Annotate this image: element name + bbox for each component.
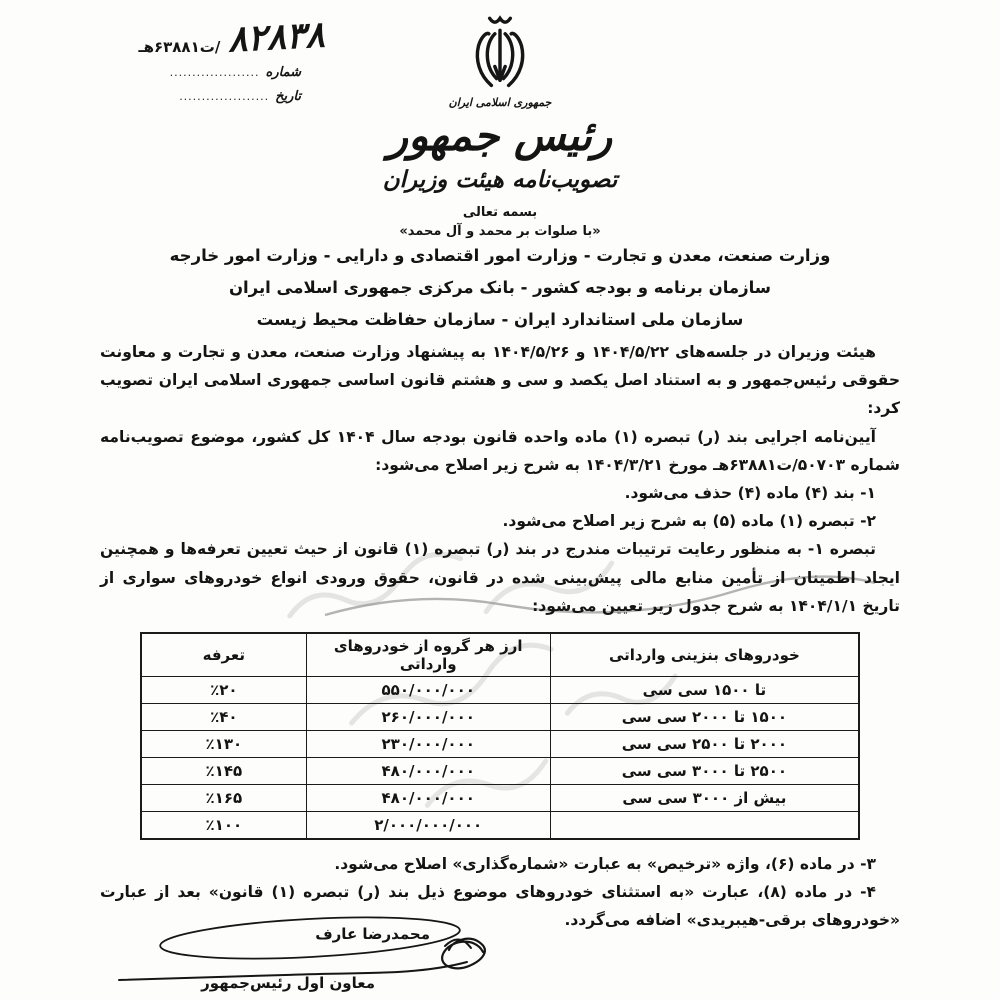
signer-title: معاون اول رئیس‌جمهور — [201, 974, 375, 992]
table-row — [141, 785, 859, 812]
cell-currency-value: ۴۸۰/۰۰۰/۰۰۰ — [306, 758, 550, 785]
table-row — [141, 731, 859, 758]
table-row — [141, 677, 859, 704]
cell-tariff: ٪۴۰ — [141, 704, 306, 731]
office-title-calligraphy: رئیس جمهور — [387, 111, 613, 160]
recipients-line-1: وزارت صنعت، معدن و تجارت - وزارت امور اقتصادی و دارایی - وزارت امور خارجه — [169, 246, 831, 265]
cell-category: بیش از ۳۰۰۰ سی سی — [550, 785, 859, 812]
number-dotted-line: .................... — [169, 66, 260, 79]
cell-category — [550, 812, 859, 839]
table-header-row — [141, 633, 859, 677]
paragraph-preamble: هیئت وزیران در جلسه‌های ۱۴۰۴/۵/۲۲ و ۱۴۰۴/۵/۲۶ به پیشنهاد وزارت صنعت، معدن و تجارت و معاونت حقوقی رئیس‌جمهور و به استناد اصل یکصد و سی و هشتم قانون اساسی جمهوری اسلامی ایران تصویب کرد: — [100, 343, 900, 418]
letterhead — [0, 8, 1000, 239]
printed-reference-suffix: /ت۶۳۸۸۱هـ — [138, 38, 221, 56]
cell-category: ۲۵۰۰ تا ۳۰۰۰ سی سی — [550, 758, 859, 785]
cell-currency-value: ۲/۰۰۰/۰۰۰/۰۰۰ — [306, 812, 550, 839]
recipients-line-3: سازمان ملی استاندارد ایران - سازمان حفاظت محیط زیست — [256, 310, 744, 330]
table-row — [141, 812, 859, 839]
cell-category: تا ۱۵۰۰ سی سی — [550, 677, 859, 704]
cell-category: ۲۰۰۰ تا ۲۵۰۰ سی سی — [550, 731, 859, 758]
cell-tariff: ٪۱۰۰ — [141, 812, 306, 839]
amendment-item-1: ۱- بند (۴) ماده (۴) حذف می‌شود. — [624, 484, 876, 503]
bismillah-line: بسمه تعالی — [462, 205, 538, 221]
cell-tariff: ٪۲۰ — [141, 677, 306, 704]
tariff-table-head — [141, 633, 859, 677]
cell-currency-value: ۲۳۰/۰۰۰/۰۰۰ — [306, 731, 550, 758]
table-row — [141, 704, 859, 731]
cell-currency-value: ۲۶۰/۰۰۰/۰۰۰ — [306, 704, 550, 731]
amendment-item-4: ۴- در ماده (۸)، عبارت «به استثنای خودروهای موضوع ذیل بند (ر) تبصره (۱) قانون» بعد از عبارت «خودروهای برقی-هیبریدی» اضافه می‌گردد. — [100, 882, 900, 929]
signature-block — [115, 916, 515, 1000]
paragraph-amendment-intro: آیین‌نامه اجرایی بند (ر) تبصره (۱) ماده واحده قانون بودجه سال ۱۴۰۴ کل کشور، موضوع تصویب‌نامه شماره ۵۰۷۰۳/ت۶۳۸۸۱هـ مورخ ۱۴۰۴/۳/۲۱ به شرح زیر اصلاح می‌شود: — [100, 427, 900, 474]
date-label: تاریخ — [275, 89, 301, 104]
amendment-item-3: ۳- در ماده (۶)، واژه «ترخیص» به عبارت «شماره‌گذاری» اصلاح می‌شود. — [334, 854, 876, 873]
cell-tariff: ٪۱۶۵ — [141, 785, 306, 812]
cell-currency-value: ۵۵۰/۰۰۰/۰۰۰ — [306, 677, 550, 704]
salawat-line: «با صلوات بر محمد و آل محمد» — [399, 224, 601, 240]
cell-tariff: ٪۱۴۵ — [141, 758, 306, 785]
iran-emblem-icon — [464, 8, 536, 94]
recipients-line-2: سازمان برنامه و بودجه کشور - بانک مرکزی جمهوری اسلامی ایران — [228, 278, 772, 298]
date-dotted-line: .................... — [179, 90, 270, 103]
handwritten-reference-number: ۸۲۸۳۸ — [227, 14, 326, 61]
tariff-table — [140, 632, 860, 840]
country-name: جمهوری اسلامی ایران — [448, 96, 552, 109]
header-category: خودروهای بنزینی وارداتی — [550, 633, 859, 677]
cell-currency-value: ۴۸۰/۰۰۰/۰۰۰ — [306, 785, 550, 812]
header-tariff: تعرفه — [141, 633, 306, 677]
recipients-block — [100, 240, 900, 337]
document-type-title: تصویب‌نامه هیئت وزیران — [382, 167, 618, 194]
table-row — [141, 758, 859, 785]
header-currency-value: ارز هر گروه از خودروهای وارداتی — [306, 633, 550, 677]
signer-name: محمدرضا عارف — [315, 925, 430, 943]
cell-tariff: ٪۱۳۰ — [141, 731, 306, 758]
decree-body — [100, 338, 900, 934]
amendment-item-2: ۲- تبصره (۱) ماده (۵) به شرح زیر اصلاح می‌شود. — [502, 512, 876, 531]
note-tabsareh-1: تبصره ۱- به منظور رعایت ترتیبات مندرج در بند (ر) تبصره (۱) قانون از حیث تعیین تعرفه‌ها و همچنین ایجاد اطمینان از تأمین منابع مالی پیش‌بینی شده در قانون، حقوق ورودی انواع خودروهای سواری از تاریخ ۱۴۰۴/۱/۱ به شرح جدول زیر تعیین می‌شود: — [100, 540, 900, 615]
tariff-table-body — [141, 677, 859, 839]
number-label: شماره — [265, 65, 301, 80]
cell-category: ۱۵۰۰ تا ۲۰۰۰ سی سی — [550, 704, 859, 731]
